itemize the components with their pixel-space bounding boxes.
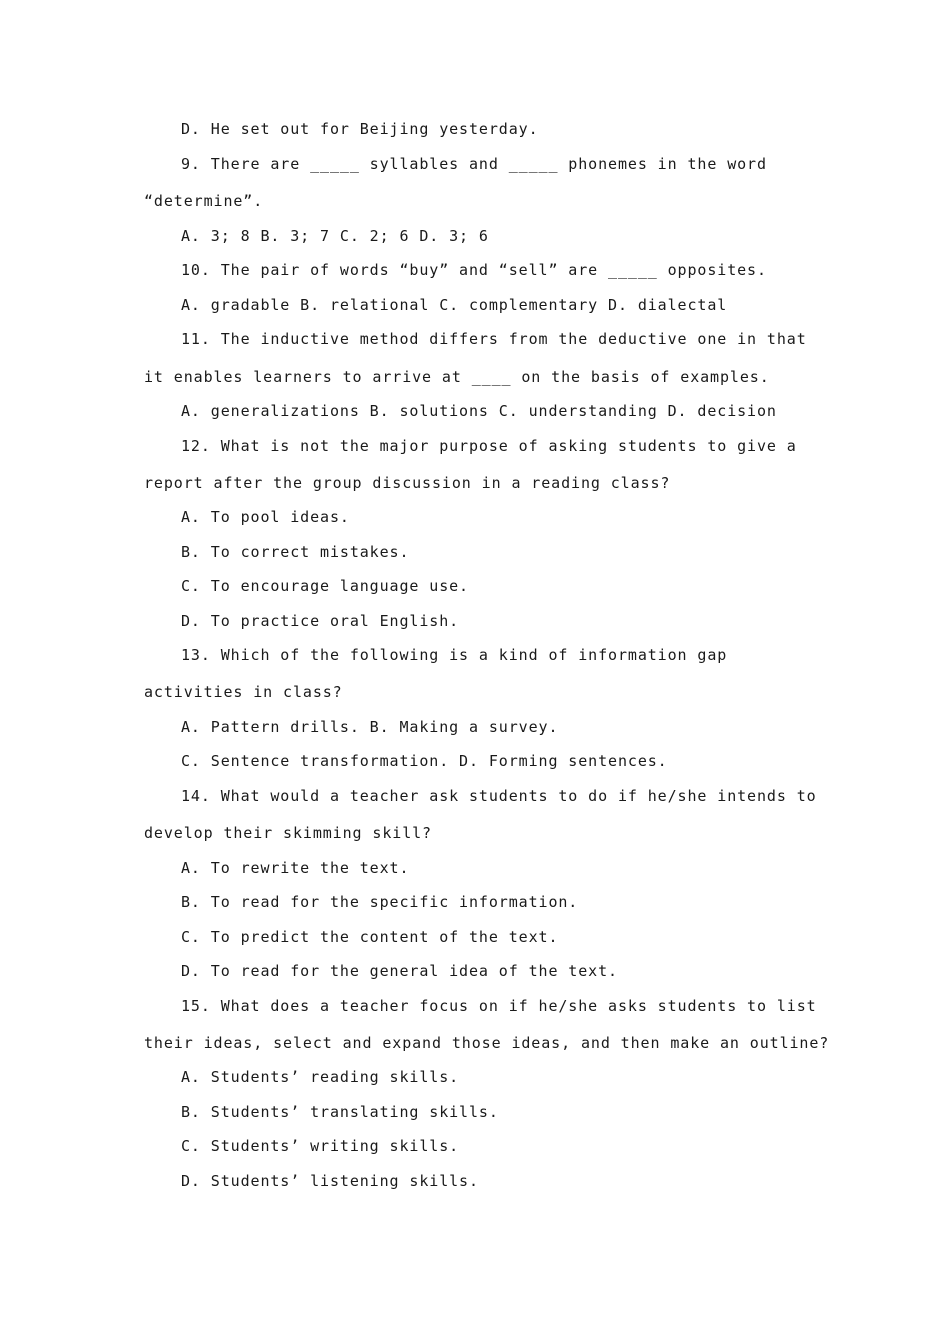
question-9-options: A. 3; 8 B. 3; 7 C. 2; 6 D. 3; 6 [181, 227, 489, 245]
question-15-option-b: B. Students’ translating skills. [181, 1103, 499, 1121]
option-line: D. He set out for Beijing yesterday. [181, 120, 539, 138]
question-14: 14. What would a teacher ask students to do if he/she intends to [181, 787, 817, 805]
question-9-continued: “determine”. [144, 192, 264, 210]
question-13-continued: activities in class? [144, 683, 343, 701]
question-12-option-b: B. To correct mistakes. [181, 543, 410, 561]
question-12-option-d: D. To practice oral English. [181, 612, 460, 630]
question-14-option-a: A. To rewrite the text. [181, 859, 410, 877]
question-14-option-b: B. To read for the specific information. [181, 893, 579, 911]
question-14-option-c: C. To predict the content of the text. [181, 928, 559, 946]
question-12: 12. What is not the major purpose of asking students to give a [181, 437, 797, 455]
question-13: 13. Which of the following is a kind of information gap [181, 646, 728, 664]
question-13-options-cd: C. Sentence transformation. D. Forming sentences. [181, 752, 668, 770]
question-10: 10. The pair of words “buy” and “sell” are _____ opposites. [181, 261, 767, 279]
question-14-continued: develop their skimming skill? [144, 824, 432, 842]
question-11: 11. The inductive method differs from the deductive one in that [181, 330, 807, 348]
question-15-option-c: C. Students’ writing skills. [181, 1137, 460, 1155]
question-10-options: A. gradable B. relational C. complementary D. dialectal [181, 296, 728, 314]
question-14-option-d: D. To read for the general idea of the text. [181, 962, 618, 980]
question-15-option-a: A. Students’ reading skills. [181, 1068, 460, 1086]
question-15: 15. What does a teacher focus on if he/she asks students to list [181, 997, 817, 1015]
question-12-option-c: C. To encourage language use. [181, 577, 469, 595]
question-11-continued: it enables learners to arrive at ____ on the basis of examples. [144, 368, 770, 386]
question-15-option-d: D. Students’ listening skills. [181, 1172, 479, 1190]
question-11-options: A. generalizations B. solutions C. understanding D. decision [181, 402, 777, 420]
question-13-options-ab: A. Pattern drills. B. Making a survey. [181, 718, 559, 736]
question-12-option-a: A. To pool ideas. [181, 508, 350, 526]
question-12-continued: report after the group discussion in a reading class? [144, 474, 671, 492]
question-9: 9. There are _____ syllables and _____ phonemes in the word [181, 155, 767, 173]
question-15-continued: their ideas, select and expand those ideas, and then make an outline? [144, 1034, 830, 1052]
